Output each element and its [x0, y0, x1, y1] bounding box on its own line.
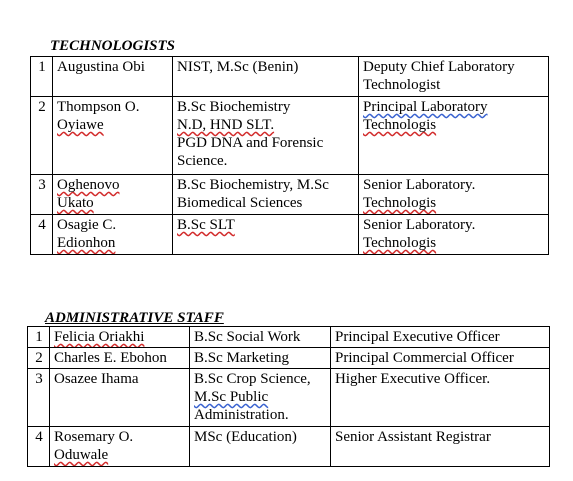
qualification-line: N.D, HND SLT.	[177, 117, 275, 133]
qualification-line: M.Sc Public	[194, 389, 269, 405]
position-line: Technologis	[363, 117, 437, 133]
table-row	[28, 369, 550, 427]
qualification-line: B.Sc Social Work	[194, 329, 301, 345]
qualification-line: Science.	[177, 153, 228, 169]
staff-qualification	[190, 427, 331, 467]
table-row	[31, 175, 549, 215]
staff-qualification	[173, 97, 359, 175]
staff-qualification	[190, 348, 331, 369]
staff-qualification	[190, 327, 331, 348]
position-line: Technologis	[363, 195, 437, 211]
name-line: Osazee Ihama	[54, 371, 139, 387]
staff-qualification	[173, 175, 359, 215]
table-row	[28, 327, 550, 348]
staff-position	[331, 369, 550, 427]
name-line: Edionhon	[57, 235, 116, 251]
position-line: Senior Laboratory.	[363, 217, 476, 233]
technologists-heading: TECHNOLOGISTS	[50, 38, 176, 54]
name-line: Ukato	[57, 195, 94, 211]
position-line: Technologis	[363, 235, 437, 251]
position-line: Principal Executive Officer	[335, 329, 500, 345]
position-line: Senior Laboratory.	[363, 177, 476, 193]
position-line: Higher Executive Officer.	[335, 371, 491, 387]
name-line: Osagie C.	[57, 217, 117, 233]
position-line: Technologist	[363, 77, 441, 93]
staff-name	[50, 348, 190, 369]
name-line: Oyiawe	[57, 117, 104, 133]
staff-qualification	[190, 369, 331, 427]
staff-name	[53, 175, 173, 215]
staff-qualification	[173, 57, 359, 97]
name-line: Oduwale	[54, 447, 109, 463]
qualification-line: B.Sc SLT	[177, 217, 235, 233]
position-line: Principal Commercial Officer	[335, 350, 514, 366]
row-number: 1	[28, 327, 50, 348]
qualification-line: NIST, M.Sc (Benin)	[177, 59, 299, 75]
row-number: 2	[28, 348, 50, 369]
administrative-staff-heading: ADMINISTRATIVE STAFF	[45, 310, 224, 326]
name-line: Charles E. Ebohon	[54, 350, 167, 366]
row-number: 2	[31, 97, 53, 175]
table-row	[31, 97, 549, 175]
table-row	[28, 427, 550, 467]
position-line: Deputy Chief Laboratory	[363, 59, 515, 75]
qualification-line: Administration.	[194, 407, 289, 423]
name-line: Felicia Oriakhi	[54, 329, 145, 345]
administrative-staff-table	[27, 326, 550, 467]
staff-position	[359, 97, 549, 175]
staff-position	[359, 57, 549, 97]
name-line: Thompson O.	[57, 99, 140, 115]
qualification-line: B.Sc Biochemistry, M.Sc	[177, 177, 329, 193]
qualification-line: Biomedical Sciences	[177, 195, 303, 211]
row-number: 3	[31, 175, 53, 215]
table-row	[31, 57, 549, 97]
qualification-line: PGD DNA and Forensic	[177, 135, 324, 151]
staff-name	[50, 327, 190, 348]
technologists-table	[30, 56, 549, 255]
staff-name	[53, 215, 173, 255]
name-line: Augustina Obi	[57, 59, 145, 75]
qualification-line: B.Sc Biochemistry	[177, 99, 291, 115]
table-row	[28, 348, 550, 369]
staff-qualification	[173, 215, 359, 255]
staff-position	[359, 215, 549, 255]
staff-position	[331, 348, 550, 369]
name-line: Oghenovo	[57, 177, 120, 193]
staff-position	[359, 175, 549, 215]
qualification-line: B.Sc Marketing	[194, 350, 289, 366]
row-number: 4	[31, 215, 53, 255]
staff-name	[50, 427, 190, 467]
qualification-line: MSc (Education)	[194, 429, 297, 445]
table-row	[31, 215, 549, 255]
row-number: 4	[28, 427, 50, 467]
staff-name	[53, 97, 173, 175]
staff-position	[331, 327, 550, 348]
qualification-line: B.Sc Crop Science,	[194, 371, 311, 387]
staff-name	[53, 57, 173, 97]
position-line: Senior Assistant Registrar	[335, 429, 491, 445]
name-line: Rosemary O.	[54, 429, 134, 445]
staff-position	[331, 427, 550, 467]
staff-name	[50, 369, 190, 427]
row-number: 1	[31, 57, 53, 97]
position-line: Principal Laboratory	[363, 99, 488, 115]
row-number: 3	[28, 369, 50, 427]
